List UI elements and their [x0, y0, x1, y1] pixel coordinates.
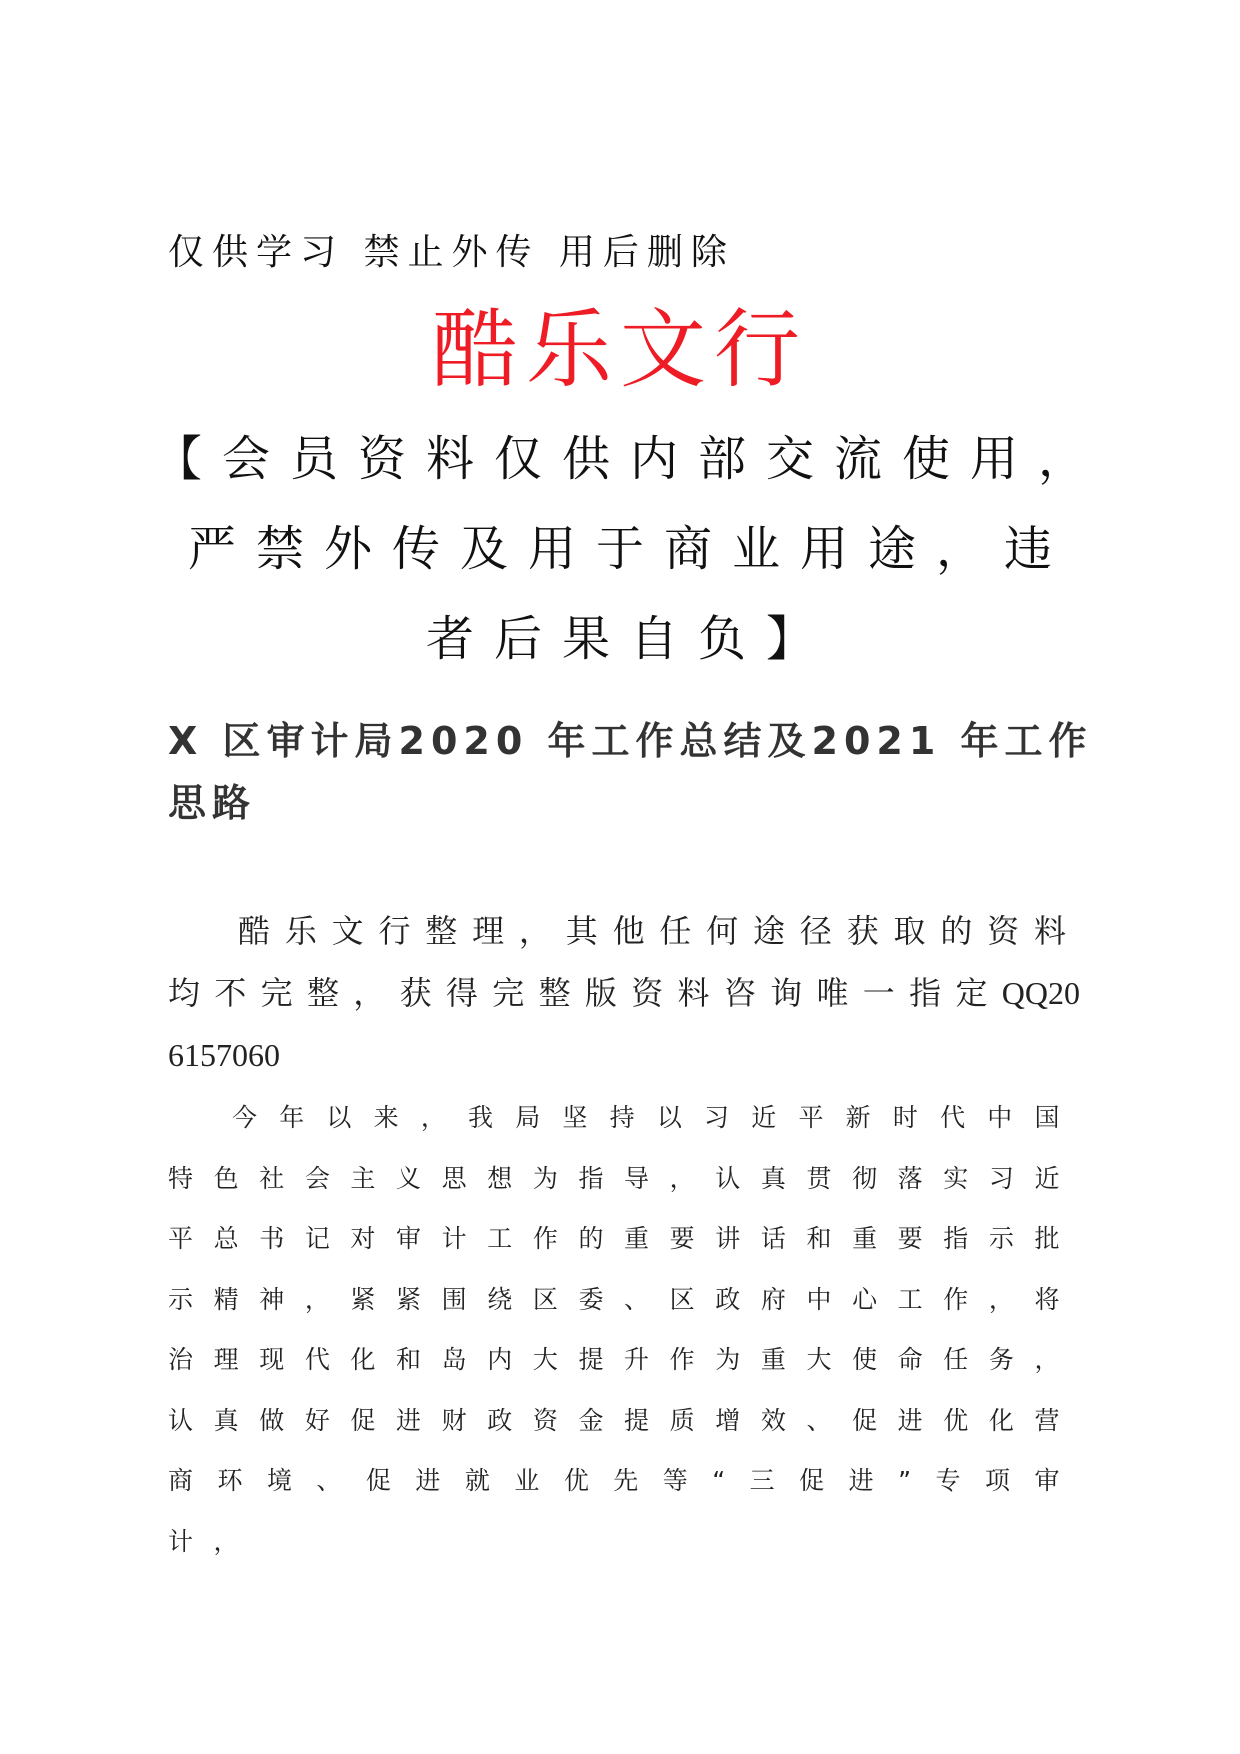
usage-notice: 仅供学习 禁止外传 用后删除 — [168, 232, 735, 273]
warning-line-1: 【会员资料仅供内部交流使用， — [153, 431, 1106, 487]
body-paragraph: 今年以来，我局坚持以习近平新时代中国特色社会主义思想为指导，认真贯彻落实习近平总书记对审计工作的重要讲话和重要指示批示精神，紧紧围绕区委、区政府中心工作，将治理现代化和岛内大提升作为重大使命任务，认真做好促进财政资金提质增效、促进优化营商环境、促进就业优先等“三促进”专项审计， — [168, 1103, 1080, 1556]
intro-paragraph — [168, 900, 1080, 1086]
warning-line-2: 严禁外传及用于商业用途，违 — [187, 521, 1072, 577]
document-title: X 区审计局2020 年工作总结及2021 年工作思路 — [168, 719, 1093, 825]
member-warning — [150, 414, 1110, 684]
contact-qq: QQ206157060 — [168, 975, 1080, 1073]
brand-title: 酷乐文行 — [432, 300, 808, 400]
warning-line-3: 者后果自负】 — [425, 611, 834, 667]
intro-text: 酷乐文行整理，其他任何途径获取的资料均不完整，获得完整版资料咨询唯一指定 — [168, 912, 1080, 1012]
